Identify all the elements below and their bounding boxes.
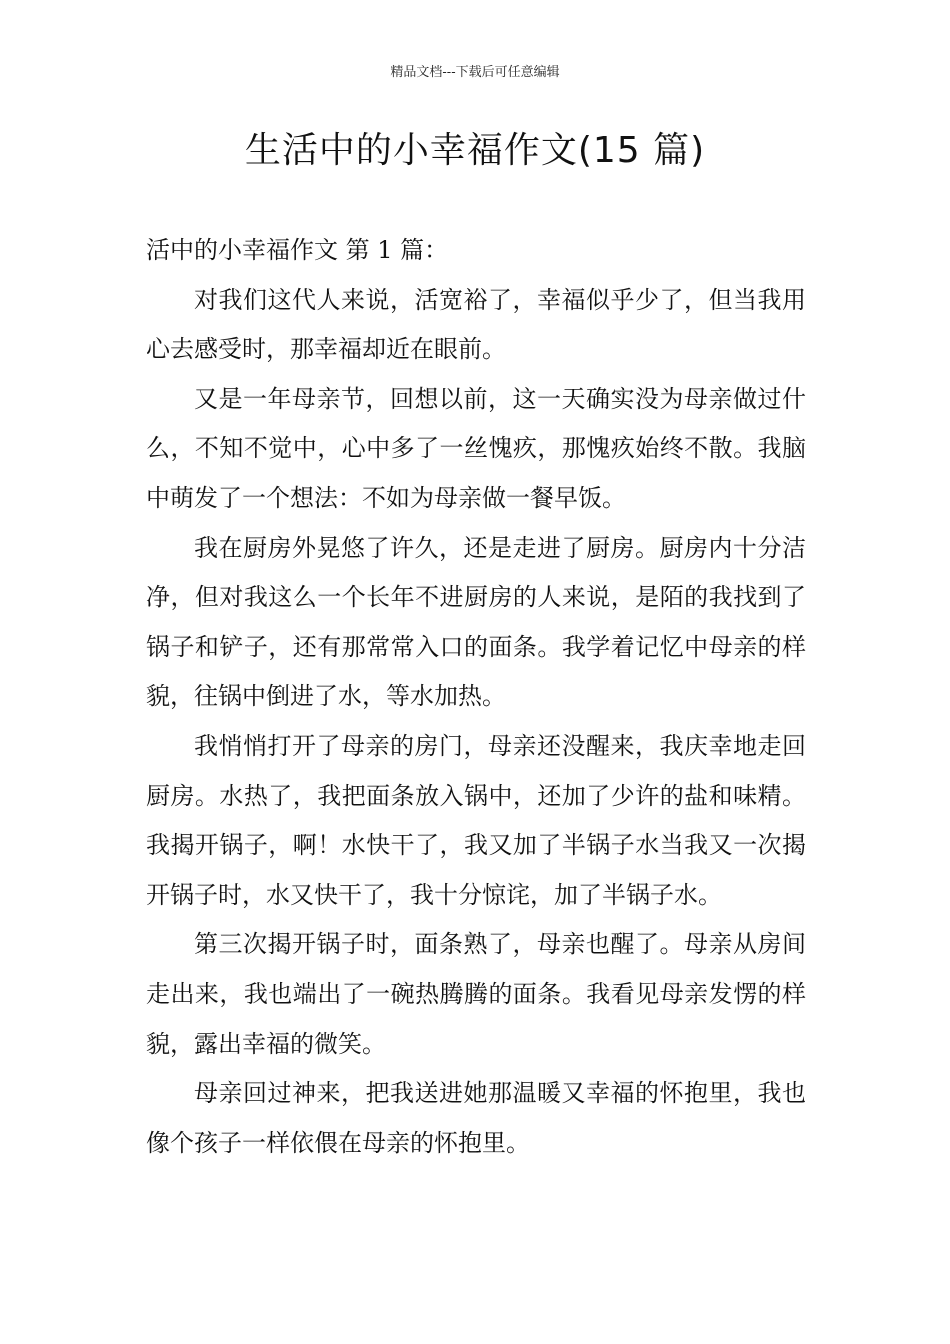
document-body	[146, 226, 806, 1168]
paragraph-5: 第三次揭开锅子时，面条熟了，母亲也醒了。母亲从房间走出来，我也端出了一碗热腾腾的面条。我看见母亲发愣的样貌，露出幸福的微笑。	[146, 930, 806, 1058]
page-header: 精品文档---下载后可任意编辑	[390, 65, 560, 80]
document-title: 生活中的小幸福作文(15 篇)	[244, 130, 706, 171]
paragraph-3: 我在厨房外晃悠了许久，还是走进了厨房。厨房内十分洁净，但对我这么一个长年不进厨房的人来说，是陌的我找到了锅子和铲子，还有那常常入口的面条。我学着记忆中母亲的样貌，往锅中倒进了水，等水加热。	[146, 533, 806, 711]
paragraph-6: 母亲回过神来，把我送进她那温暖又幸福的怀抱里，我也像个孩子一样依偎在母亲的怀抱里。	[146, 1079, 806, 1157]
paragraph-2: 又是一年母亲节，回想以前，这一天确实没为母亲做过什么，不知不觉中，心中多了一丝愧疚，那愧疚始终不散。我脑中萌发了一个想法：不如为母亲做一餐早饭。	[146, 384, 806, 512]
paragraph-4: 我悄悄打开了母亲的房门，母亲还没醒来，我庆幸地走回厨房。水热了，我把面条放入锅中，还加了少许的盐和味精。我揭开锅子，啊！水快干了，我又加了半锅子水当我又一次揭开锅子时，水又快干了，我十分惊诧，加了半锅子水。	[146, 731, 806, 909]
paragraph-1: 对我们这代人来说，活宽裕了，幸福似乎少了，但当我用心去感受时，那幸福却近在眼前。	[146, 285, 806, 364]
section-heading: 活中的小幸福作文 第 1 篇：	[146, 236, 449, 264]
